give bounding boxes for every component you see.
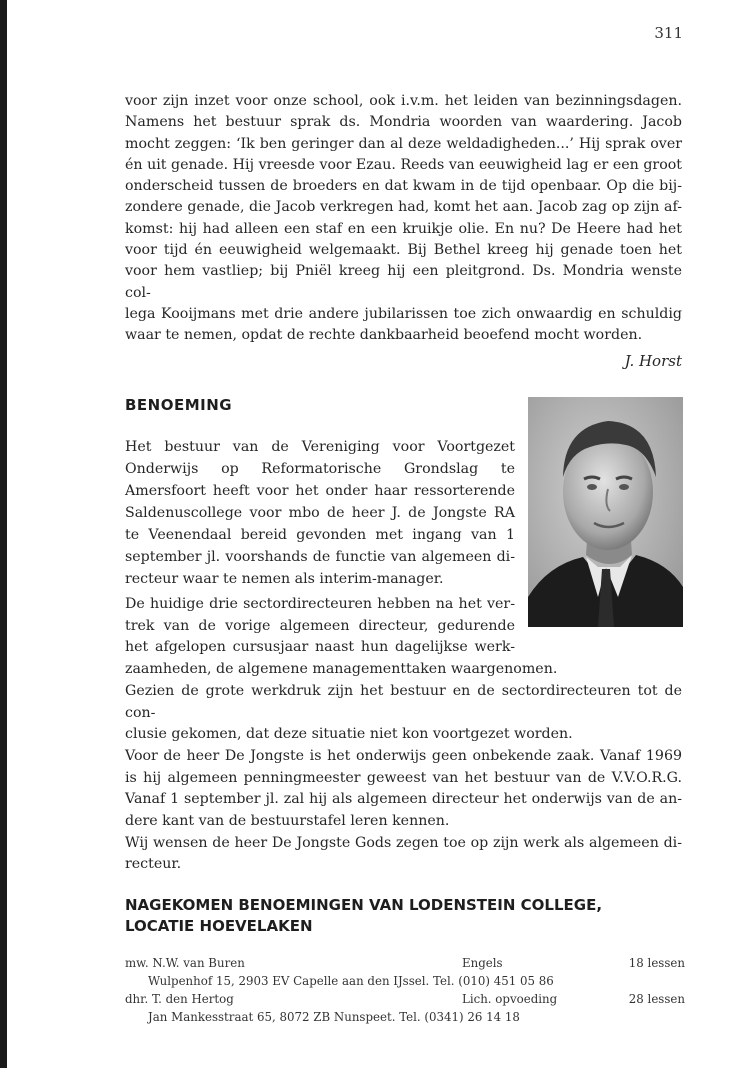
appointment-address-row xyxy=(125,1010,685,1028)
staff-hours: 28 lessen xyxy=(628,992,685,1006)
text-line: september jl. voorshands de functie van algemeen di- xyxy=(125,549,515,565)
benoeming-body-paragraphs xyxy=(125,594,682,876)
text-line: Voor de heer De Jongste is het onderwijs geen onbekende zaak. Vanaf 1969 xyxy=(125,747,682,764)
text-line: Het bestuur van de Vereniging voor Voortgezet xyxy=(125,439,515,455)
benoeming-intro-paragraph xyxy=(125,436,515,590)
text-line: Amersfoort heeft voor het onder haar ressorterende xyxy=(125,483,515,499)
staff-name: mw. N.W. van Buren xyxy=(125,956,245,970)
text-line: Gezien de grote werkdruk zijn het bestuur en de sectordirecteuren tot de con- xyxy=(125,682,682,721)
text-line: te Veenendaal bereid gevonden met ingang van 1 xyxy=(125,527,515,543)
text-line: recteur. xyxy=(125,856,182,873)
staff-subject: Engels xyxy=(462,956,503,970)
text-line: voor hem vastliep; bij Pniël kreeg hij een pleitgrond. Ds. Mondria wenste col- xyxy=(125,263,682,301)
section-heading-nagekomen xyxy=(125,895,685,937)
text-line: De huidige drie sectordirecteuren hebben na het ver- xyxy=(125,596,515,612)
appointment-address-row xyxy=(125,974,685,992)
staff-hours: 18 lessen xyxy=(628,956,685,970)
text-line: Saldenuscollege voor mbo de heer J. de Jongste RA xyxy=(125,505,515,521)
text-line: waar te nemen, opdat de rechte dankbaarheid beoefend mocht worden. xyxy=(125,327,643,344)
text-line: onderscheid tussen de broeders en dat kwam in de tijd openbaar. Op die bij- xyxy=(125,178,682,195)
page-number: 311 xyxy=(654,24,683,42)
text-line: mocht zeggen: ‘Ik ben geringer dan al deze weldadigheden...’ Hij sprak over xyxy=(125,135,682,152)
appointment-row xyxy=(125,992,685,1010)
appointments-list xyxy=(125,956,685,1028)
staff-name: dhr. T. den Hertog xyxy=(125,992,234,1006)
section-heading-benoeming: BENOEMING xyxy=(125,396,233,414)
text-line: voor tijd én eeuwigheid welgemaakt. Bij Bethel kreeg hij genade toen het xyxy=(125,242,682,259)
text-line: Onderwijs op Reformatorische Grondslag te xyxy=(125,461,515,477)
text-line: Wij wensen de heer De Jongste Gods zegen toe op zijn werk als algemeen di- xyxy=(125,834,682,851)
staff-address: Wulpenhof 15, 2903 EV Capelle aan den IJssel. Tel. (010) 451 05 86 xyxy=(148,974,554,988)
text-line: trek van de vorige algemeen directeur, gedurende xyxy=(125,617,515,634)
text-line: voor zijn inzet voor onze school, ook i.v.m. het leiden van bezinningsdagen. xyxy=(125,93,682,109)
staff-subject: Lich. opvoeding xyxy=(462,992,558,1006)
text-line: Namens het bestuur sprak ds. Mondria woorden van waardering. Jacob xyxy=(125,114,682,131)
staff-address: Jan Mankesstraat 65, 8072 ZB Nunspeet. Tel. (0341) 26 14 18 xyxy=(148,1010,520,1024)
heading-line: NAGEKOMEN BENOEMINGEN VAN LODENSTEIN COLLEGE, xyxy=(125,896,603,914)
portrait-photo xyxy=(528,397,683,627)
text-line: én uit genade. Hij vreesde voor Ezau. Reeds van eeuwigheid lag er een groot xyxy=(125,156,682,173)
text-line: is hij algemeen penningmeester geweest van het bestuur van de V.V.O.R.G. xyxy=(125,769,682,786)
page-binding-edge xyxy=(0,0,7,1068)
text-line: Vanaf 1 september jl. zal hij als algemeen directeur het onderwijs van de an- xyxy=(125,791,682,808)
text-line: komst: hij had alleen een staf en een kruikje olie. En nu? De Heere had het xyxy=(125,220,682,237)
text-line: lega Kooijmans met drie andere jubilarissen toe zich onwaardig en schuldig xyxy=(125,305,682,322)
text-line: clusie gekomen, dat deze situatie niet kon voortgezet worden. xyxy=(125,726,573,743)
article-closing-paragraph xyxy=(125,91,682,347)
author-signature: J. Horst xyxy=(624,352,682,370)
text-line: zaamheden, de algemene managementtaken waargenomen. xyxy=(125,661,558,678)
text-line: dere kant van de bestuurstafel leren kennen. xyxy=(125,813,450,830)
text-line: zondere genade, die Jacob verkregen had, komt het aan. Jacob zag op zijn af- xyxy=(125,199,682,216)
text-line: recteur waar te nemen als interim-manager. xyxy=(125,571,444,587)
appointment-row xyxy=(125,956,685,974)
text-line: het afgelopen cursusjaar naast hun dagelijkse werk- xyxy=(125,639,515,656)
heading-line: LOCATIE HOEVELAKEN xyxy=(125,917,313,935)
